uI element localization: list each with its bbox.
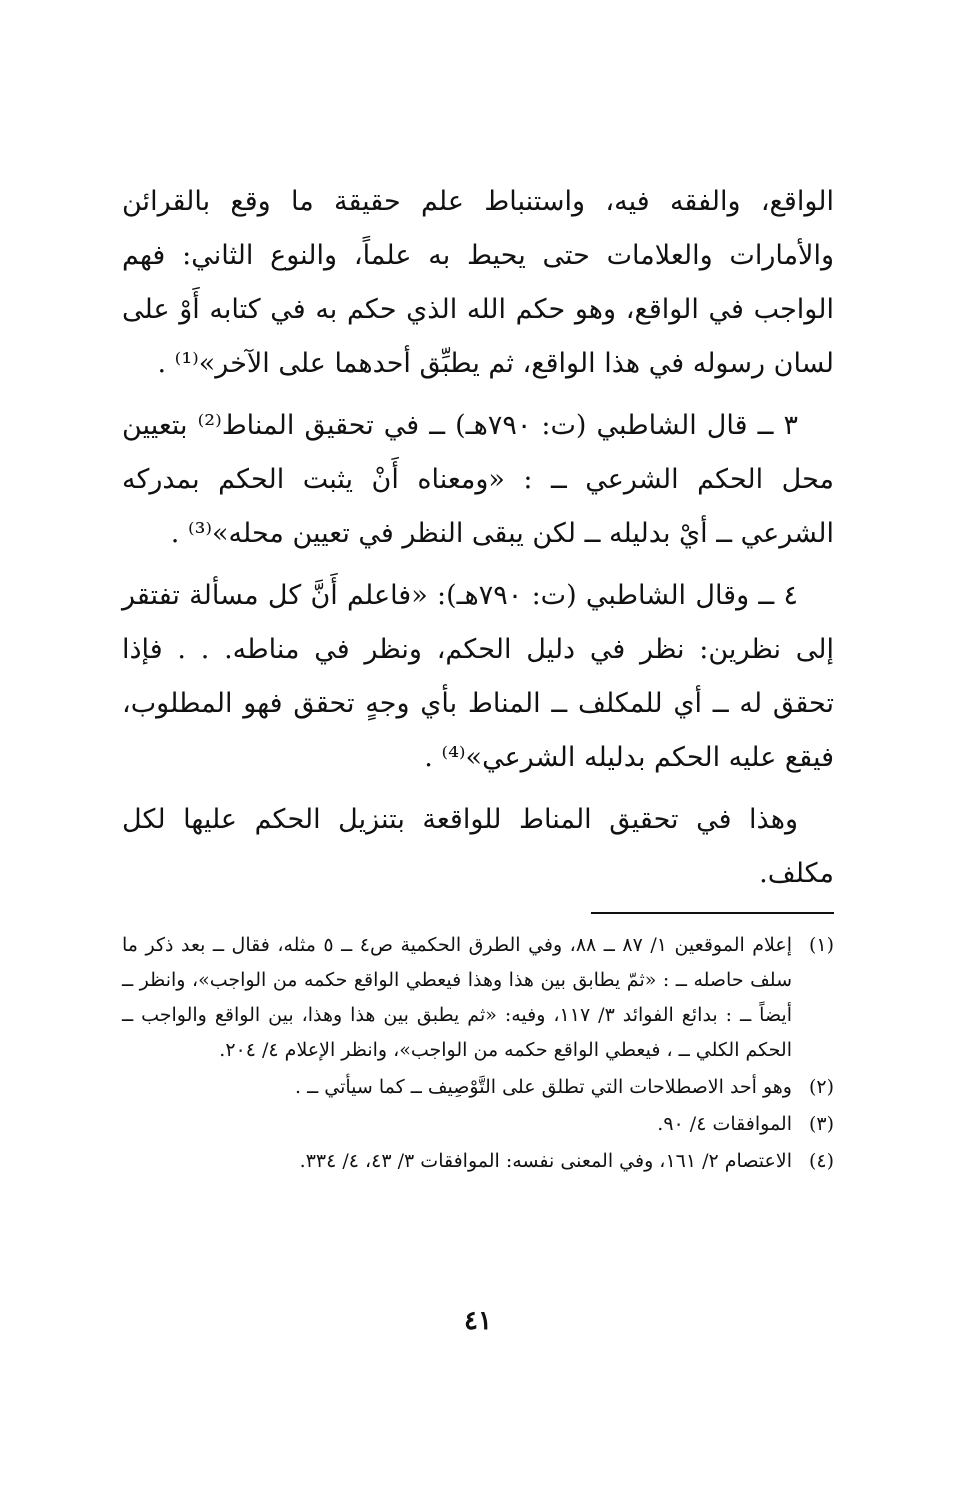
paragraph-shatibi-2: ٤ ــ وقال الشاطبي (ت: ٧٩٠هـ): «فاعلم أَنَّ كل مسألة تفتقر إلى نظرين: نظر في دليل الحكم، ونظر في مناطه. . . فإذا تحقق له ــ أي للمكلف ــ المناط بأي وجهٍ تحقق فهو المطلوب، فيقع عليه الحكم بدليله الشرعي»⁽⁴⁾ . bbox=[122, 580, 834, 773]
footnote-2 bbox=[122, 1070, 834, 1105]
footnote-text: الاعتصام ٢/ ١٦١، وفي المعنى نفسه: الموافقات ٣/ ٤٣، ٤/ ٣٣٤. bbox=[299, 1150, 792, 1172]
paragraph-conclusion: وهذا في تحقيق المناط للواقعة بتنزيل الحكم عليها لكل مكلف. bbox=[122, 804, 834, 889]
footnote-1 bbox=[122, 928, 834, 1068]
main-text bbox=[122, 175, 834, 909]
footnote-3 bbox=[122, 1107, 834, 1142]
page-number: ٤١ bbox=[464, 1306, 492, 1336]
footnote-number: (٢) bbox=[808, 1076, 834, 1098]
paragraph-continuation: الواقع، والفقه فيه، واستنباط علم حقيقة ما وقع بالقرائن والأمارات والعلامات حتى يحيط به علماً، والنوع الثاني: فهم الواجب في الواقع، وهو حكم الله الذي حكم به في كتابه أَوْ على لسان رسوله في هذا الواقع، ثم يطبِّق أحدهما على الآخر»⁽¹⁾ . bbox=[122, 186, 834, 379]
paragraph-shatibi-1: ٣ ــ قال الشاطبي (ت: ٧٩٠هـ) ــ في تحقيق المناط⁽²⁾ بتعيين محل الحكم الشرعي ــ : «ومعناه أَنْ يثبت الحكم بمدركه الشرعي ــ أيْ بدليله ــ لكن يبقى النظر في تعيين محله»⁽³⁾ . bbox=[122, 410, 834, 549]
footnote-text: إعلام الموقعين ١/ ٨٧ ــ ٨٨، وفي الطرق الحكمية ص٤ ــ ٥ مثله، فقال ــ بعد ذكر ما سلف حاصله ــ : «ثمّ يطابق بين هذا وهذا فيعطي الواقع حكمه من الواجب»، وانظر ــ أيضاً ــ : بدائع الفوائد ٣/ ١١٧، وفيه: «ثم يطبق بين هذا وهذا، بين الواقع والواجب ــ الحكم الكلي ــ ، فيعطي الواقع حكمه من الواجب»، وانظر الإعلام ٤/ ٢٠٤. bbox=[122, 934, 793, 1061]
footnote-text: الموافقات ٤/ ٩٠. bbox=[657, 1113, 792, 1135]
footnote-text: وهو أحد الاصطلاحات التي تطلق على التَّوْصِيف ــ كما سيأتي ــ . bbox=[295, 1076, 792, 1098]
footnote-number: (١) bbox=[808, 934, 834, 956]
footnote-separator bbox=[591, 912, 834, 914]
footnotes bbox=[122, 928, 834, 1181]
footnote-number: (٤) bbox=[808, 1150, 834, 1172]
footnote-4 bbox=[122, 1144, 834, 1179]
footnote-number: (٣) bbox=[808, 1113, 834, 1135]
